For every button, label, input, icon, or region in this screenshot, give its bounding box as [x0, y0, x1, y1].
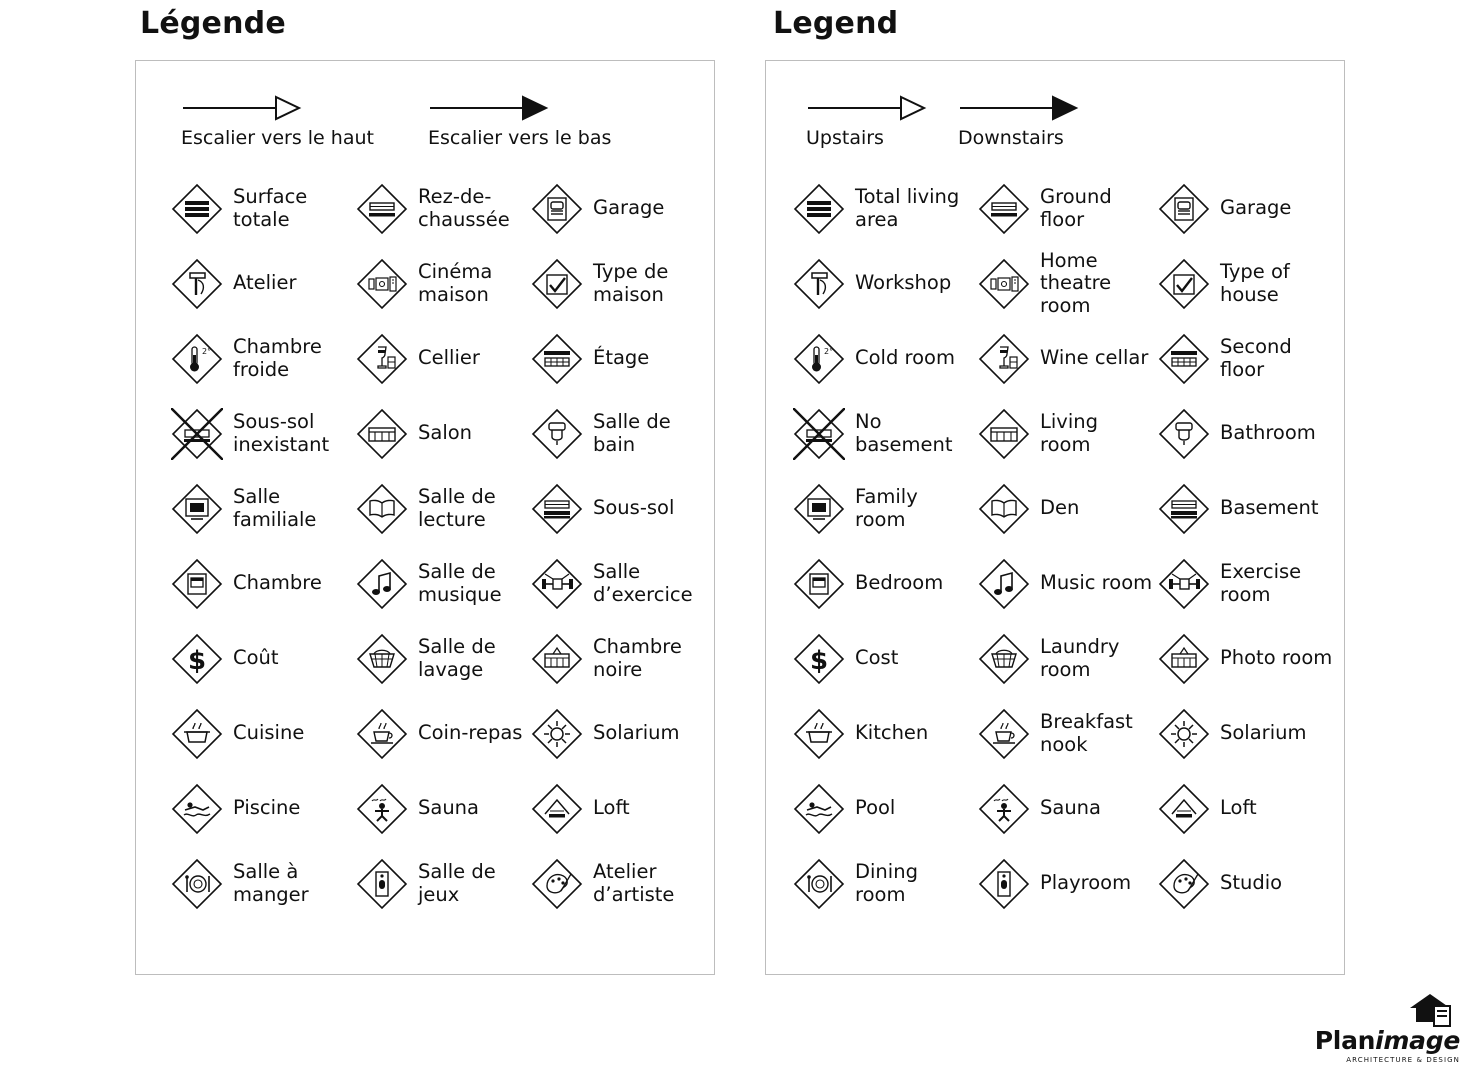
arrow-solid-right-icon: [958, 93, 1083, 123]
legend-item-label: Type of house: [1220, 260, 1290, 306]
legend-item: [351, 696, 526, 771]
legend-item-label: Kitchen: [855, 721, 929, 745]
arrow-downstairs-label-fr: Escalier vers le bas: [428, 127, 612, 149]
workshop-hammer-icon: [166, 258, 228, 310]
legend-item: [973, 546, 1153, 621]
legend-panel-french: [135, 60, 715, 975]
svg-text:$: $: [809, 645, 829, 676]
playroom-icon: [351, 858, 413, 910]
legend-item: [1153, 471, 1333, 546]
loft-icon: [1153, 783, 1215, 835]
legend-item-label: Ground floor: [1040, 185, 1112, 231]
type-of-house-icon: [526, 258, 588, 310]
legend-item-label: Living room: [1040, 410, 1098, 456]
legend-item: [526, 321, 706, 396]
garage-car-icon: [1153, 183, 1215, 235]
legend-row: [136, 696, 714, 771]
legend-item: [526, 396, 706, 471]
legend-item: [788, 246, 973, 321]
legend-item-label: Solarium: [593, 721, 680, 745]
total-living-area-icon: [788, 183, 850, 235]
legend-item: [973, 321, 1153, 396]
legend-item: [973, 471, 1153, 546]
legend-item-label: Sauna: [418, 796, 479, 820]
total-living-area-icon: [166, 183, 228, 235]
legend-item: [1153, 696, 1333, 771]
legend-item: [1153, 321, 1333, 396]
second-floor-icon: [1153, 333, 1215, 385]
legend-item: [351, 171, 526, 246]
legend-item-label: Bathroom: [1220, 421, 1316, 445]
svg-text:2°: 2°: [202, 346, 212, 356]
bathroom-toilet-icon: [526, 408, 588, 460]
legend-row: [136, 621, 714, 696]
den-book-icon: [351, 483, 413, 535]
legend-item: [1153, 771, 1333, 846]
studio-palette-icon: [1153, 858, 1215, 910]
exercise-room-weights-icon: [526, 558, 588, 610]
cold-room-thermometer-icon: [166, 333, 228, 385]
legend-item-label: Salle de lavage: [418, 635, 496, 681]
legend-row: [766, 471, 1344, 546]
legend-item-label: Music room: [1040, 571, 1153, 595]
legend-item-label: Wine cellar: [1040, 346, 1149, 370]
legend-item: [351, 546, 526, 621]
legend-row: [766, 546, 1344, 621]
bedroom-icon: [166, 558, 228, 610]
legend-item-label: Étage: [593, 346, 650, 370]
arrow-downstairs-fr: [428, 93, 611, 149]
arrow-downstairs-en: [958, 93, 1083, 149]
garage-car-icon: [526, 183, 588, 235]
legend-item-label: Bedroom: [855, 571, 944, 595]
dining-room-icon: [788, 858, 850, 910]
legend-item-label: Salon: [418, 421, 473, 445]
sauna-icon: [973, 783, 1035, 835]
legend-item-label: Total living area: [855, 185, 960, 231]
legend-item: [788, 696, 973, 771]
legend-item: [788, 771, 973, 846]
logo-tagline: ARCHITECTURE & DESIGN: [1346, 1056, 1460, 1064]
bedroom-icon: [788, 558, 850, 610]
legend-item: [788, 621, 973, 696]
legend-item: [526, 621, 706, 696]
legend-item: [166, 321, 351, 396]
page-title-en: Legend: [773, 6, 899, 41]
legend-item-label: Loft: [593, 796, 630, 820]
legend-item-label: Salle de musique: [418, 560, 502, 606]
legend-item: [973, 846, 1153, 921]
studio-palette-icon: [526, 858, 588, 910]
solarium-sun-icon: [526, 708, 588, 760]
legend-row: [766, 246, 1344, 321]
kitchen-pot-icon: [166, 708, 228, 760]
den-book-icon: [973, 483, 1035, 535]
legend-item: [526, 471, 706, 546]
type-of-house-icon: [1153, 258, 1215, 310]
legend-row: [766, 396, 1344, 471]
breakfast-nook-cup-icon: [973, 708, 1035, 760]
arrow-upstairs-en: [806, 93, 931, 149]
legend-item: [166, 396, 351, 471]
legend-item-label: Sous-sol inexistant: [233, 410, 330, 456]
legend-row: [136, 546, 714, 621]
legend-item-label: Chambre: [233, 571, 322, 595]
legend-item-label: Coût: [233, 646, 279, 670]
legend-row: [766, 171, 1344, 246]
legend-row: [766, 696, 1344, 771]
legend-item: [166, 246, 351, 321]
legend-item-label: Garage: [1220, 196, 1292, 220]
legend-row: [136, 846, 714, 921]
legend-item: [1153, 396, 1333, 471]
legend-grid-fr: [136, 171, 714, 921]
legend-item-label: Salle de jeux: [418, 860, 496, 906]
legend-item-label: Salle de lecture: [418, 485, 496, 531]
arrow-downstairs-label-en: Downstairs: [958, 127, 1064, 149]
legend-item-label: Salle de bain: [593, 410, 671, 456]
legend-item-label: Garage: [593, 196, 665, 220]
logo-word-image: image: [1375, 1026, 1460, 1055]
home-theatre-icon: [351, 258, 413, 310]
family-room-tv-icon: [788, 483, 850, 535]
logo-word-plan: Plan: [1314, 1026, 1376, 1055]
legend-row: [766, 846, 1344, 921]
legend-item: [788, 471, 973, 546]
legend-item-label: Sauna: [1040, 796, 1101, 820]
legend-item-label: Second floor: [1220, 335, 1292, 381]
arrow-outline-right-icon: [806, 93, 931, 123]
legend-item: [1153, 846, 1333, 921]
cold-room-thermometer-icon: [788, 333, 850, 385]
playroom-icon: [973, 858, 1035, 910]
legend-item-label: Cold room: [855, 346, 955, 370]
legend-item: [526, 246, 706, 321]
legend-item: [351, 771, 526, 846]
music-room-note-icon: [351, 558, 413, 610]
legend-row: [136, 396, 714, 471]
laundry-basket-icon: [973, 633, 1035, 685]
legend-item: [166, 621, 351, 696]
legend-item: [526, 696, 706, 771]
basement-icon: [526, 483, 588, 535]
ground-floor-icon: [973, 183, 1035, 235]
family-room-tv-icon: [166, 483, 228, 535]
living-room-sofa-icon: [973, 408, 1035, 460]
logo-mark-icon: [1404, 992, 1456, 1032]
legend-item-label: Chambre froide: [233, 335, 322, 381]
legend-item: [166, 696, 351, 771]
laundry-basket-icon: [351, 633, 413, 685]
legend-item-label: Family room: [855, 485, 918, 531]
legend-item-label: Cellier: [418, 346, 480, 370]
arrow-upstairs-label-fr: Escalier vers le haut: [181, 127, 374, 149]
arrow-outline-right-icon: [181, 93, 306, 123]
svg-text:$: $: [187, 645, 207, 676]
legend-item: [973, 696, 1153, 771]
legend-item: [788, 171, 973, 246]
legend-item: [973, 246, 1153, 321]
loft-icon: [526, 783, 588, 835]
legend-item: [1153, 246, 1333, 321]
legend-item: [1153, 546, 1333, 621]
legend-row: [766, 771, 1344, 846]
legend-panel-english: [765, 60, 1345, 975]
cost-dollar-icon: [166, 633, 228, 685]
legend-item-label: Playroom: [1040, 871, 1132, 895]
legend-item-label: Type de maison: [593, 260, 669, 306]
legend-item-label: Cinéma maison: [418, 260, 493, 306]
legend-item: [166, 771, 351, 846]
no-basement-icon: [788, 408, 850, 460]
legend-item: [351, 621, 526, 696]
photo-room-icon: [1153, 633, 1215, 685]
legend-item-label: Loft: [1220, 796, 1257, 820]
second-floor-icon: [526, 333, 588, 385]
planimage-logo: [1315, 1026, 1460, 1064]
legend-item-label: Photo room: [1220, 646, 1333, 670]
arrow-solid-right-icon: [428, 93, 553, 123]
legend-item-label: Solarium: [1220, 721, 1307, 745]
legend-item-label: Atelier d’artiste: [593, 860, 675, 906]
legend-item-label: Chambre noire: [593, 635, 682, 681]
legend-item: [351, 246, 526, 321]
legend-item-label: Workshop: [855, 271, 952, 295]
photo-room-icon: [526, 633, 588, 685]
music-room-note-icon: [973, 558, 1035, 610]
legend-row: [136, 246, 714, 321]
legend-item-label: Rez-de-chaussée: [418, 185, 510, 231]
legend-item-label: Breakfast nook: [1040, 710, 1133, 756]
sauna-icon: [351, 783, 413, 835]
legend-item: [973, 171, 1153, 246]
legend-row: [136, 321, 714, 396]
legend-item: [351, 471, 526, 546]
legend-item-label: Atelier: [233, 271, 297, 295]
legend-item-label: No basement: [855, 410, 953, 456]
home-theatre-icon: [973, 258, 1035, 310]
legend-item-label: Salle d’exercice: [593, 560, 693, 606]
legend-item: [166, 546, 351, 621]
no-basement-icon: [166, 408, 228, 460]
exercise-room-weights-icon: [1153, 558, 1215, 610]
legend-item-label: Pool: [855, 796, 896, 820]
legend-item: [973, 621, 1153, 696]
legend-item-label: Sous-sol: [593, 496, 675, 520]
wine-cellar-icon: [973, 333, 1035, 385]
legend-item-label: Den: [1040, 496, 1080, 520]
legend-item: [788, 546, 973, 621]
legend-item-label: Salle familiale: [233, 485, 317, 531]
legend-item-label: Home theatre room: [1040, 249, 1112, 317]
solarium-sun-icon: [1153, 708, 1215, 760]
legend-item-label: Exercise room: [1220, 560, 1302, 606]
page-title-fr: Légende: [140, 6, 286, 41]
pool-swimmer-icon: [788, 783, 850, 835]
bathroom-toilet-icon: [1153, 408, 1215, 460]
cost-dollar-icon: [788, 633, 850, 685]
legend-item-label: Basement: [1220, 496, 1319, 520]
legend-item: [788, 396, 973, 471]
arrow-upstairs-fr: [181, 93, 374, 149]
legend-item: [526, 771, 706, 846]
legend-item: [351, 321, 526, 396]
ground-floor-icon: [351, 183, 413, 235]
legend-item-label: Piscine: [233, 796, 301, 820]
svg-text:2°: 2°: [824, 346, 834, 356]
legend-row: [766, 321, 1344, 396]
legend-item-label: Cost: [855, 646, 899, 670]
legend-item: [1153, 171, 1333, 246]
legend-item-label: Studio: [1220, 871, 1283, 895]
legend-item-label: Laundry room: [1040, 635, 1120, 681]
legend-item: [166, 846, 351, 921]
legend-row: [136, 771, 714, 846]
legend-item-label: Cuisine: [233, 721, 305, 745]
legend-row: [766, 621, 1344, 696]
legend-item: [973, 396, 1153, 471]
legend-item: [526, 846, 706, 921]
legend-item: [166, 171, 351, 246]
arrow-upstairs-label-en: Upstairs: [806, 127, 884, 149]
legend-item: [788, 846, 973, 921]
legend-grid-en: [766, 171, 1344, 921]
legend-item: [351, 396, 526, 471]
legend-item-label: Salle à manger: [233, 860, 309, 906]
legend-item-label: Coin-repas: [418, 721, 523, 745]
legend-item: [973, 771, 1153, 846]
legend-item: [351, 846, 526, 921]
breakfast-nook-cup-icon: [351, 708, 413, 760]
legend-item: [526, 171, 706, 246]
legend-item-label: Dining room: [855, 860, 918, 906]
workshop-hammer-icon: [788, 258, 850, 310]
dining-room-icon: [166, 858, 228, 910]
legend-item: [1153, 621, 1333, 696]
living-room-sofa-icon: [351, 408, 413, 460]
kitchen-pot-icon: [788, 708, 850, 760]
legend-row: [136, 171, 714, 246]
legend-item-label: Surface totale: [233, 185, 308, 231]
legend-item: [526, 546, 706, 621]
basement-icon: [1153, 483, 1215, 535]
legend-item: [788, 321, 973, 396]
legend-row: [136, 471, 714, 546]
wine-cellar-icon: [351, 333, 413, 385]
pool-swimmer-icon: [166, 783, 228, 835]
legend-item: [166, 471, 351, 546]
